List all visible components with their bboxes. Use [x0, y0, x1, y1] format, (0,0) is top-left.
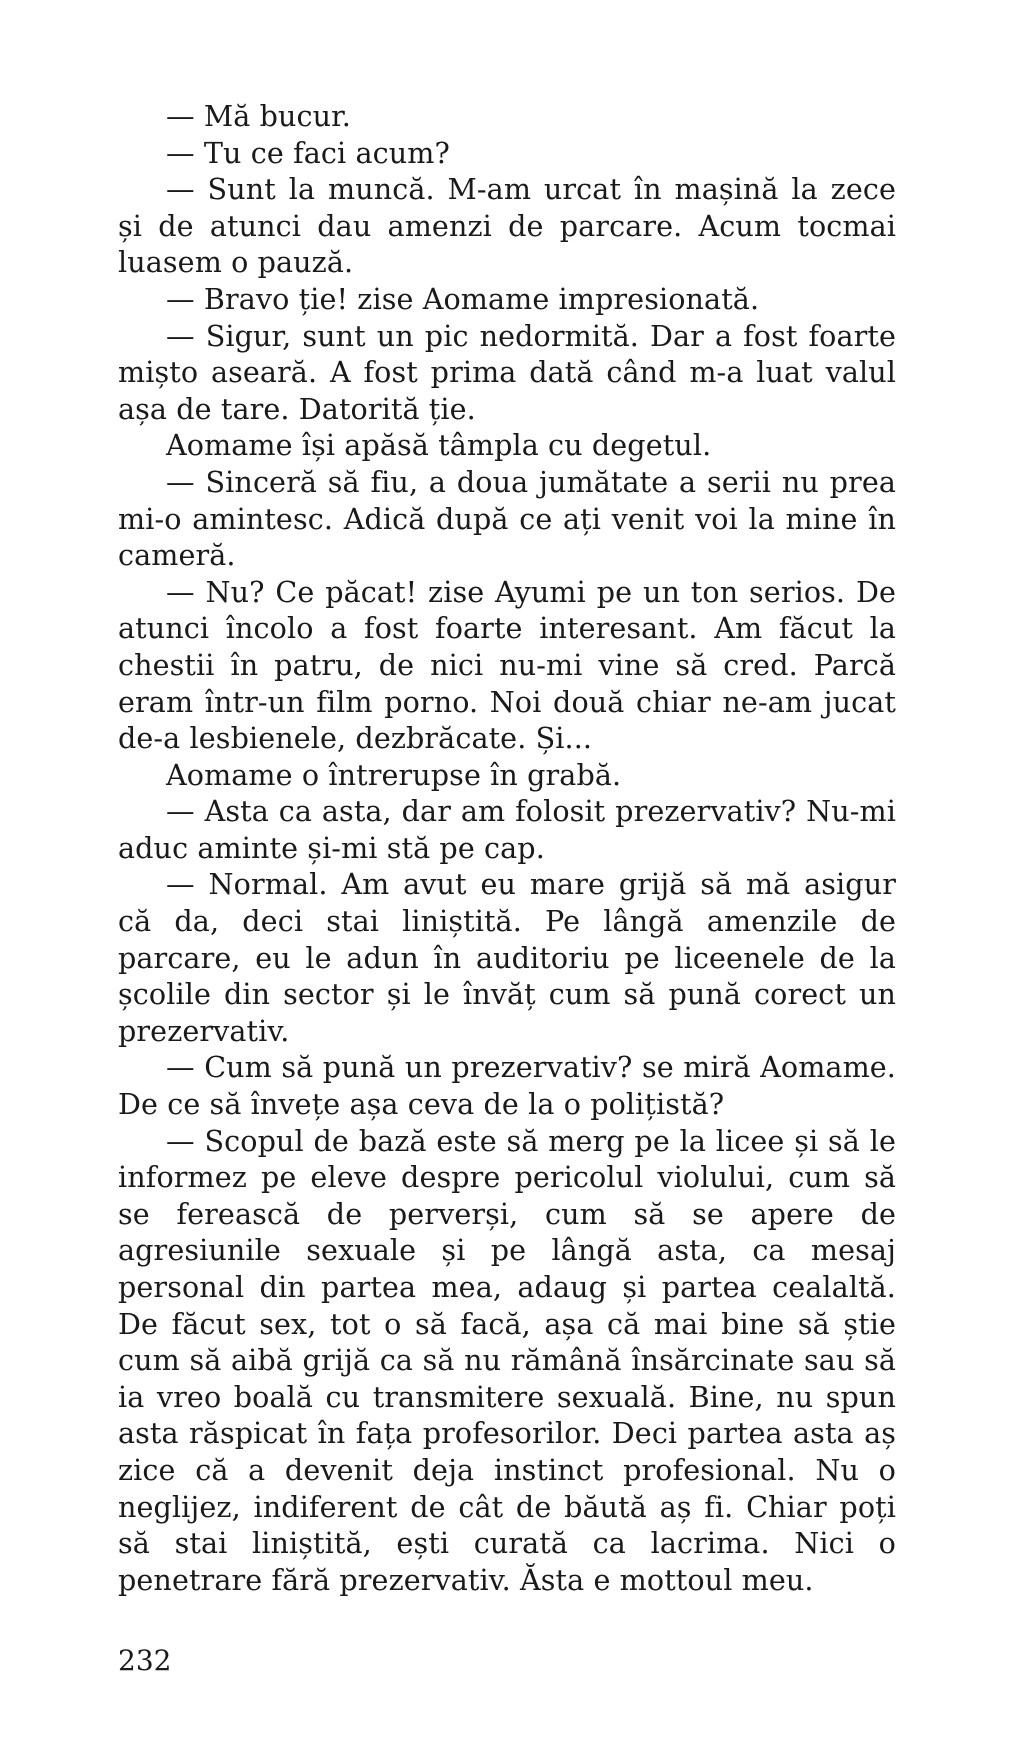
paragraph: — Normal. Am avut eu mare grijă să mă asigur că da, deci stai liniștită. Pe lângă amenzile de parcare, eu le adun în auditoriu pe liceenele de la școlile din sector și le învăț cum să pună corect un prezervativ.: [118, 867, 896, 1048]
page-number: 232: [118, 1644, 172, 1677]
paragraph: — Nu? Ce păcat! zise Ayumi pe un ton serios. De atunci încolo a fost foarte interesant. Am făcut la chestii în patru, de nici nu-mi vine să cred. Parcă eram într-un film porno. Noi două chiar ne-am jucat de-a lesbienele, dezbrăcate. Și...: [118, 574, 896, 756]
paragraph: — Asta ca asta, dar am folosit prezervativ? Nu-mi aduc aminte și-mi stă pe cap.: [118, 794, 896, 865]
body-text: [118, 98, 896, 1598]
paragraph: — Sigur, sunt un pic nedormită. Dar a fost foarte mișto aseară. A fost prima dată când m-a luat valul așa de tare. Datorită ție.: [118, 318, 896, 426]
paragraph: Aomame o întrerupse în grabă.: [166, 757, 622, 792]
paragraph: — Mă bucur.: [166, 99, 351, 133]
paragraph: — Tu ce faci acum?: [166, 135, 450, 170]
paragraph: — Scopul de bază este să merg pe la licee și să le informez pe eleve despre pericolul violului, cum să se ferească de perverși, cum să se apere de agresiunile sexuale și pe lângă asta, ca mesaj personal din partea mea, adaug și partea cealaltă. De făcut sex, tot o să facă, așa că mai bine să știe cum să aibă grijă ca să nu rămână însărcinate sau să ia vreo boală cu transmitere sexuală. Bine, nu spun asta răspicat în fața profesorilor. Deci partea asta aș zice că a devenit deja instinct profesional. Nu o neglijez, indiferent de cât de băută aș fi. Chiar poți să stai liniștită, ești curată ca lacrima. Nici o penetrare fără prezervativ. Ăsta e mottoul meu.: [118, 1123, 896, 1597]
paragraph: — Sunt la muncă. M-am urcat în mașină la zece și de atunci dau amenzi de parcare. Acum tocmai luasem o pauză.: [118, 172, 896, 280]
paragraph: Aomame își apăsă tâmpla cu degetul.: [166, 428, 712, 463]
paragraph: — Sinceră să fiu, a doua jumătate a serii nu prea mi-o amintesc. Adică după ce ați venit voi la mine în cameră.: [118, 464, 896, 573]
paragraph: — Cum să pună un prezervativ? se miră Aomame. De ce să învețe așa ceva de la o polițistă?: [118, 1050, 896, 1122]
paragraph: — Bravo ție! zise Aomame impresionată.: [166, 281, 760, 316]
